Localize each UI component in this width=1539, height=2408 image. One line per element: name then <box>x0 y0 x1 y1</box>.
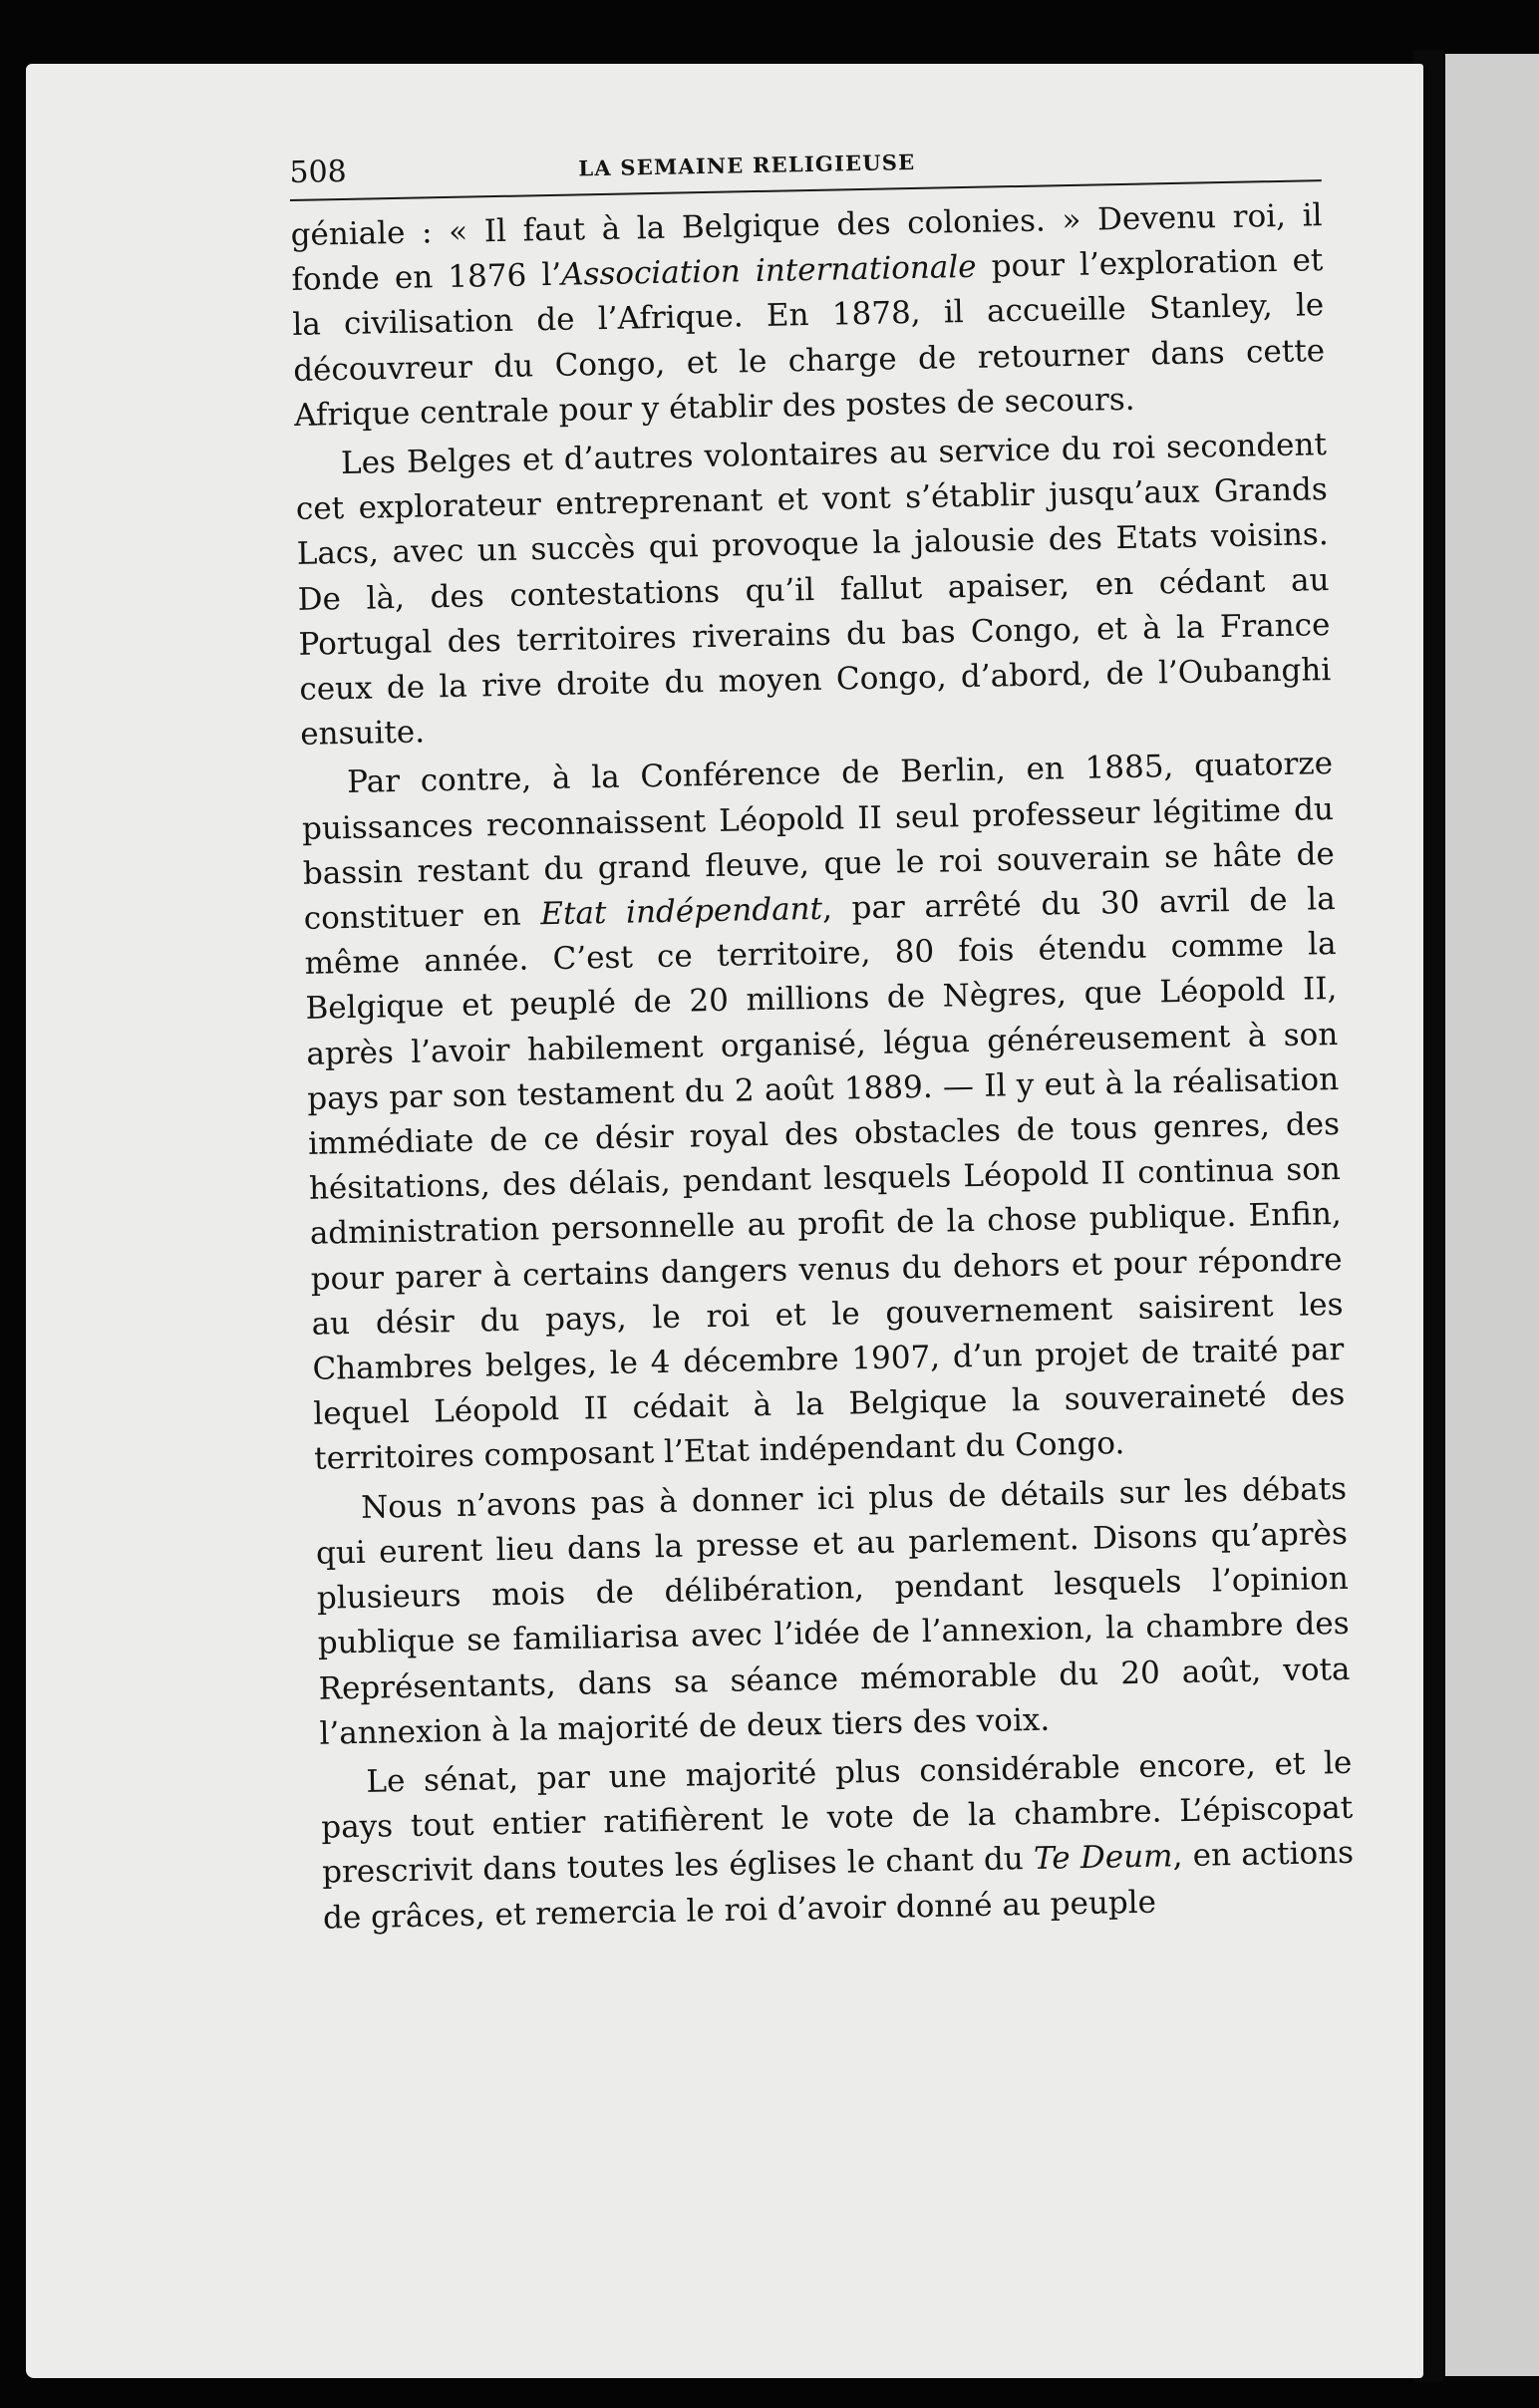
paragraph-3-italic: Etat indépendant <box>540 890 823 933</box>
paragraph-1-text-b: pour l’exploration et la civilisation de l’Afrique. En 1878, il accueille Stanley, le découvreur du Congo, et le charge de retourner dans cette Afrique centrale pour y établir des postes de secours. <box>292 242 1326 434</box>
page-number: 508 <box>289 153 348 190</box>
page-content <box>289 130 1355 1941</box>
facing-page-edge <box>1445 54 1539 2376</box>
paragraph-4: Nous n’avons pas à donner ici plus de détails sur les débats qui eurent lieu dans la presse et au parlement. Disons qu’après plusieurs mois de délibération, pendant lesquels l’opinion publique se familiarisa avec l’idée de l’annexion, la chambre des Représentants, dans sa séance mémorable du 20 août, vota l’annexion à la majorité de deux tiers des voix. <box>315 1470 1351 1752</box>
running-title: LA SEMAINE RELIGIEUSE <box>578 149 916 181</box>
paragraph-1-text-a: géniale : « Il faut à la Belgique des colonies. » Devenu roi, il fonde en 1876 l’ <box>290 197 1323 299</box>
paragraph-3-text-b: , par arrêté du 30 avril de la même année. C’est ce territoire, 80 fois étendu comme la Belgique et peuplé de 20 millions de Nègres, que Léopold II, après l’avoir habilement organisé, légua généreusement à son pays par son testament du 2 août 1889. — Il y eut à la réalisation immédiate de ce désir royal des obstacles de tous genres, des hésitations, des délais, pendant lesquels Léopold II continua son administration personnelle au profit de la chose publique. Enfin, pour parer à certains dangers venus du dehors et pour répondre au désir du pays, le roi et le gouvernement saisirent les Chambres belges, le 4 décembre 1907, d’un projet de traité par lequel Léopold II cédait à la Belgique la souveraineté des territoires composant l’Etat indépendant du Congo. <box>304 881 1346 1478</box>
paragraph-3-text-a: Par contre, à la Conférence de Berlin, en 1885, quatorze puissances reconnaissent Léopold II seul professeur légitime du bassin restant du grand fleuve, que le roi souverain se hâte de constituer en <box>301 746 1336 937</box>
paragraph-5-text-a: Le sénat, par une majorité plus considérable encore, et le pays tout entier ratifièrent le vote de la chambre. L’épiscopat prescrivit dans toutes les églises le chant du <box>320 1744 1354 1891</box>
paragraph-5-italic: Te Deum <box>1033 1838 1173 1878</box>
paragraph-5-text-b: , en actions de grâces, et remercia le roi d’avoir donné au peuple <box>322 1835 1355 1937</box>
paragraph-5 <box>320 1741 1355 1942</box>
paragraph-3 <box>301 742 1347 1482</box>
paragraph-2: Les Belges et d’autres volontaires au service du roi secondent cet explorateur entreprenant et vont s’établir jusqu’aux Grands Lacs, avec un succès qui provoque la jalousie des Etats voisins. De là, des contestations qu’il fallut apaiser, en cédant au Portugal des territoires riverains du bas Congo, et à la France ceux de la rive droite du moyen Congo, d’abord, de l’Oubanghi ensuite. <box>295 427 1332 753</box>
paragraph-1 <box>290 193 1326 439</box>
paragraph-1-italic: Association internationale <box>560 248 977 293</box>
